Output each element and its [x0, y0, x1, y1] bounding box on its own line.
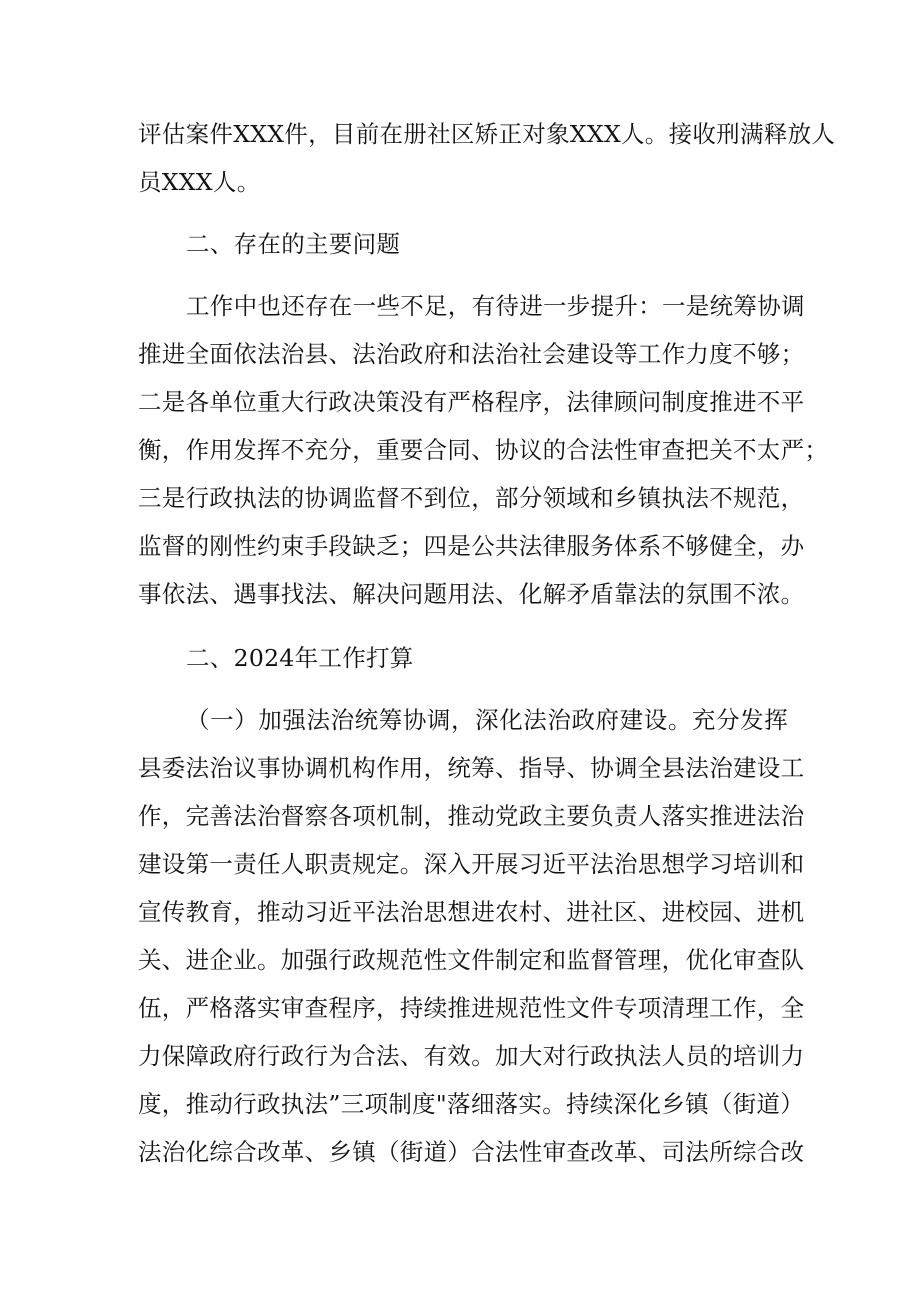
problems-line-2: 推进全面依法治县、法治政府和法治社会建设等工作力度不够；	[138, 340, 805, 368]
intro-line-2: 员XXX人。	[138, 168, 261, 196]
plan-line-1: （一）加强法治统筹协调，深化法治政府建设。充分发挥	[186, 706, 788, 734]
plan-line-7: 伍，严格落实审查程序，持续推进规范性文件专项清理工作，全	[138, 994, 805, 1022]
plan-line-3: 作，完善法治督察各项机制，推动党政主要负责人落实推进法治	[138, 802, 805, 830]
plan-line-8: 力保障政府行政行为合法、有效。加大对行政执法人员的培训力	[138, 1042, 805, 1070]
plan-line-4: 建设第一责任人职责规定。深入开展习近平法治思想学习培训和	[138, 850, 805, 878]
problems-line-1: 工作中也还存在一些不足，有待进一步提升：一是统筹协调	[186, 292, 805, 320]
plan-line-10: 法治化综合改革、乡镇（街道）合法性审查改革、司法所综合改	[138, 1138, 805, 1166]
plan-line-9: 度，推动行政执法”三项制度"落细落实。持续深化乡镇（街道）	[138, 1090, 805, 1118]
heading-plan: 二、2024年工作打算	[186, 644, 414, 672]
problems-line-5: 三是行政执法的协调监督不到位，部分领域和乡镇执法不规范，	[138, 484, 805, 512]
problems-line-7: 事依法、遇事找法、解决问题用法、化解矛盾靠法的氛围不浓。	[138, 580, 805, 608]
plan-line-5: 宣传教育，推动习近平法治思想进农村、进社区、进校园、进机	[138, 898, 805, 926]
plan-line-6: 关、进企业。加强行政规范性文件制定和监督管理，优化审查队	[138, 946, 805, 974]
heading-problems: 二、存在的主要问题	[186, 230, 401, 258]
problems-line-3: 二是各单位重大行政决策没有严格程序，法律顾问制度推进不平	[138, 388, 805, 416]
plan-line-2: 县委法治议事协调机构作用，统筹、指导、协调全县法治建设工	[138, 754, 805, 782]
problems-line-4: 衡，作用发挥不充分，重要合同、协议的合法性审查把关不太严；	[138, 436, 829, 464]
problems-line-6: 监督的刚性约束手段缺乏；四是公共法律服务体系不够健全，办	[138, 532, 805, 560]
intro-line-1: 评估案件XXX件，目前在册社区矫正对象XXX人。接收刑满释放人	[138, 120, 836, 148]
